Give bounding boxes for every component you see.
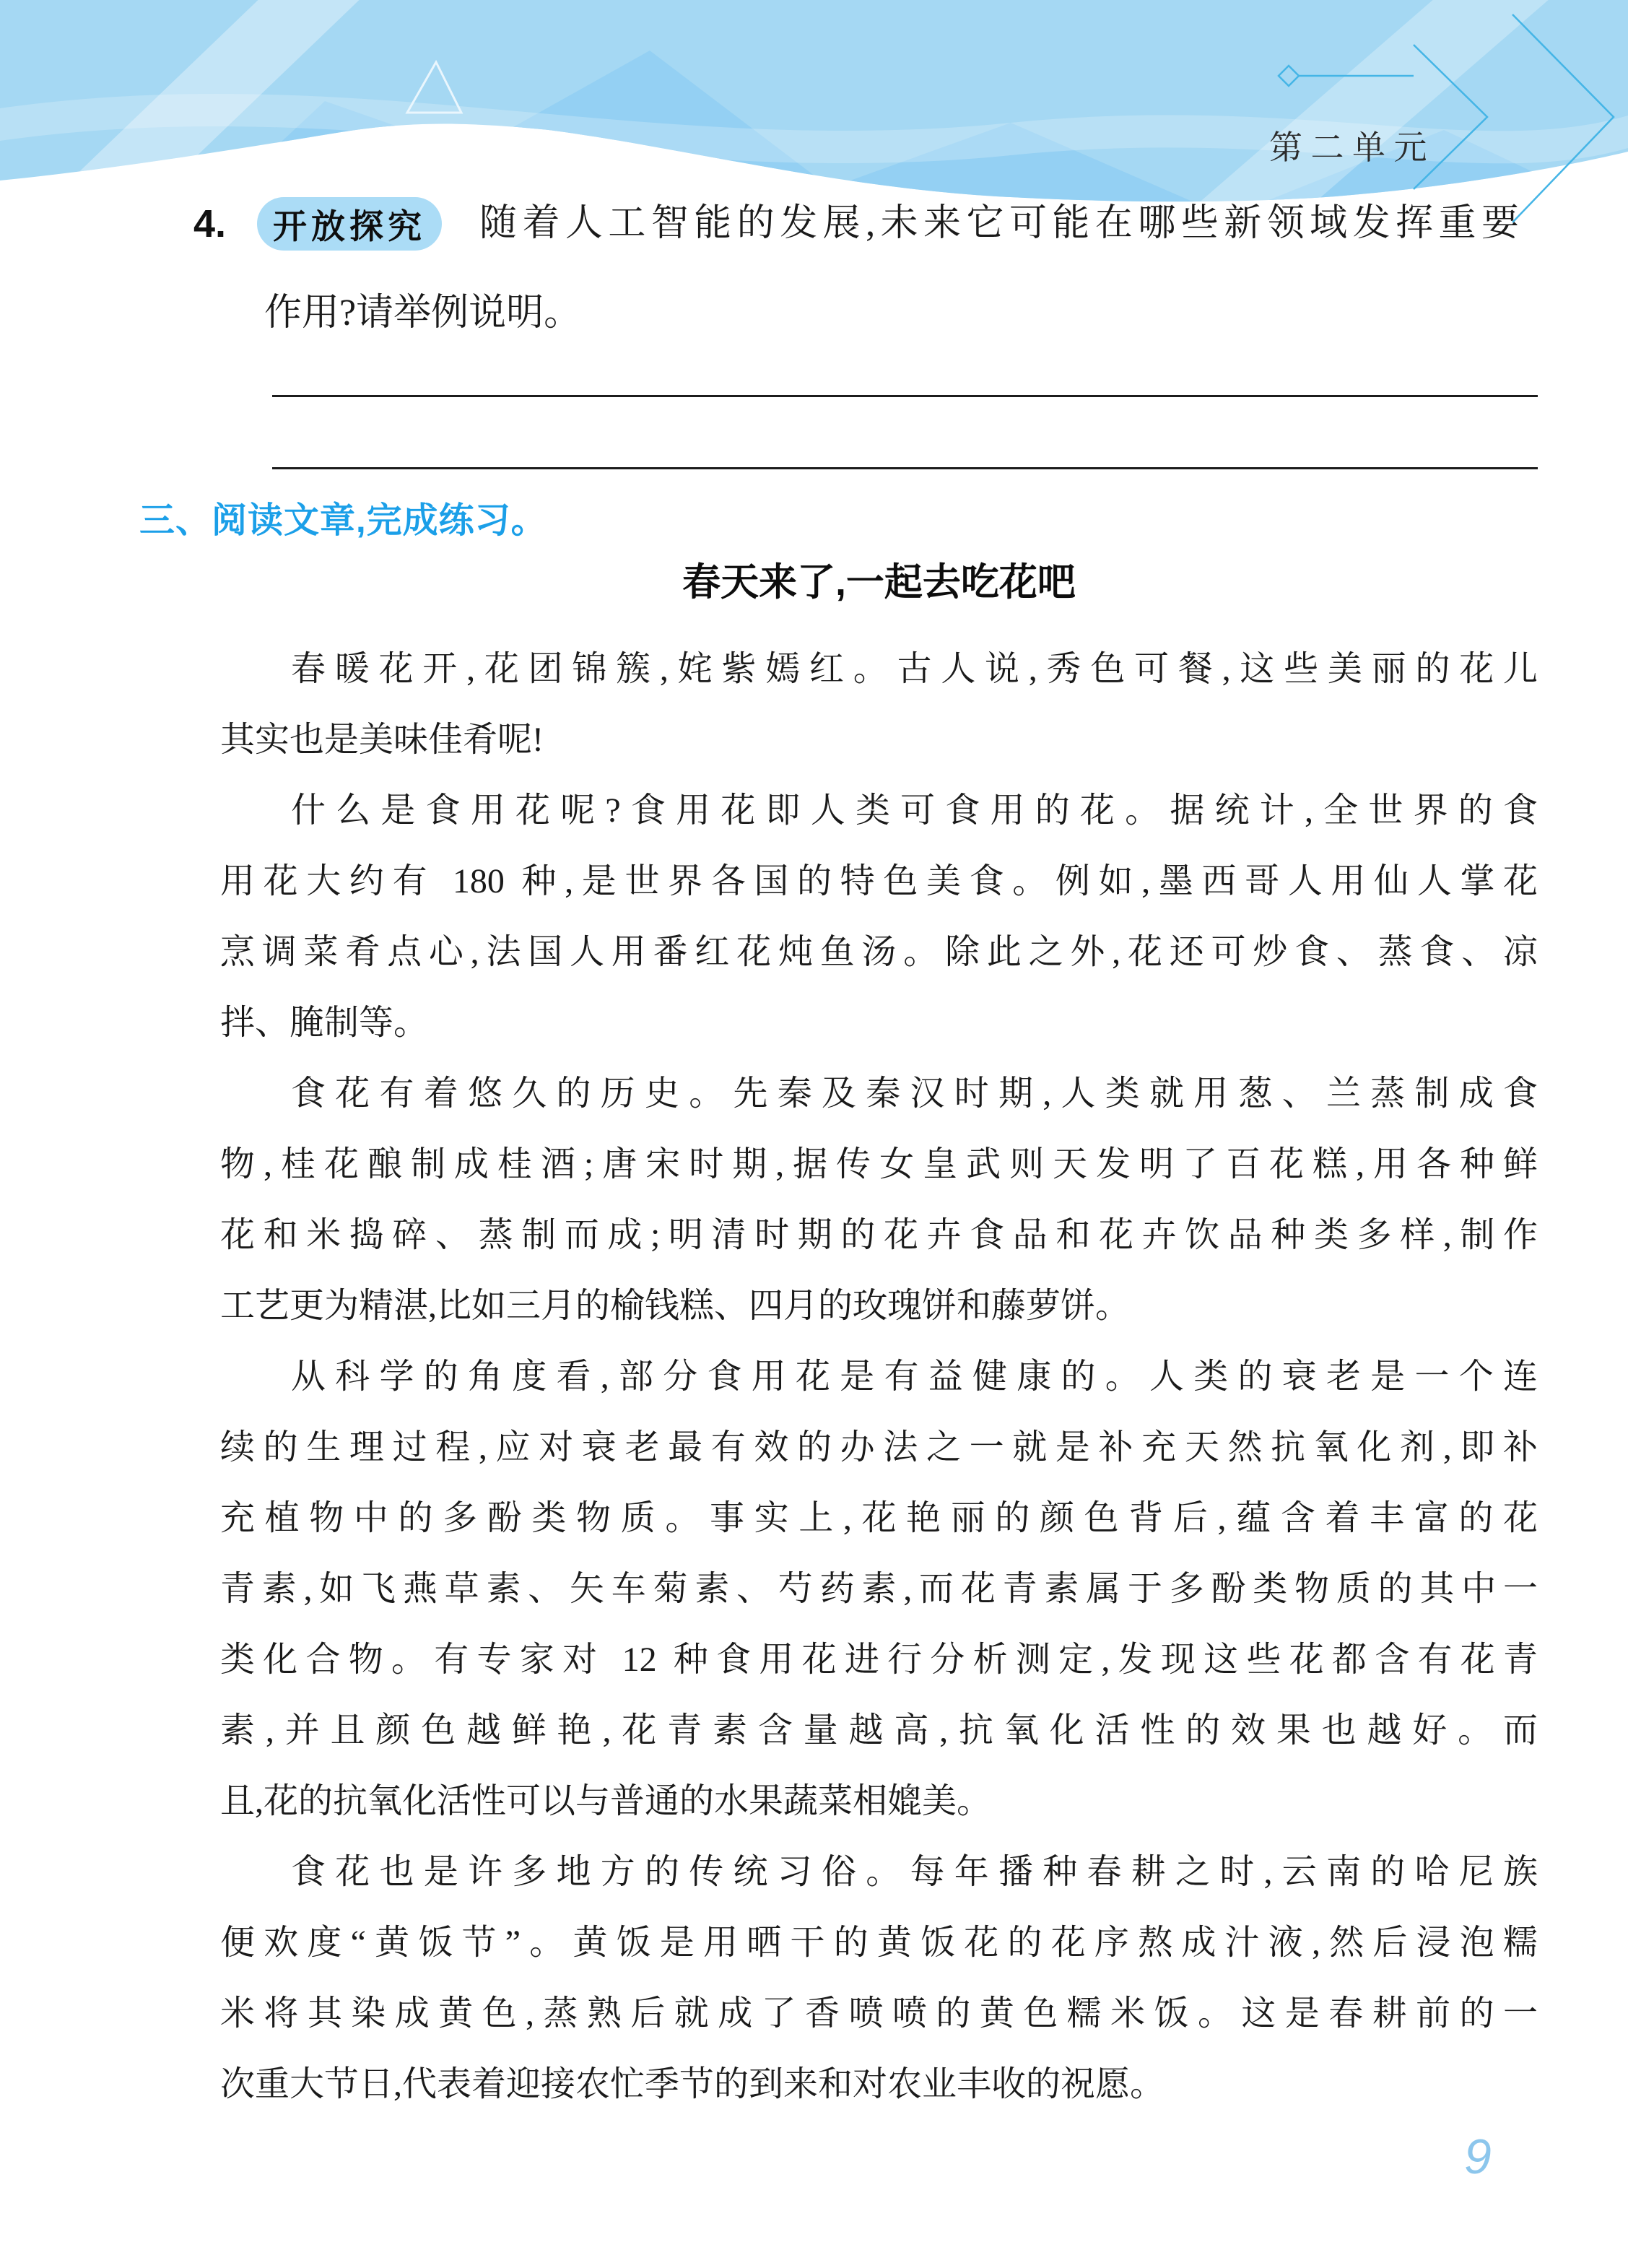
question-4-row (193, 194, 1519, 254)
article-line: 充植物中的多酚类物质。事实上,花艳丽的颜色背后,蕴含着丰富的花 (220, 1499, 1538, 1537)
article-line: 食花也是许多地方的传统习俗。每年播种春耕之时,云南的哈尼族 (291, 1853, 1538, 1891)
answer-line[interactable] (272, 467, 1538, 469)
article-line: 拌、腌制等。 (220, 1004, 429, 1042)
article-line: 用花大约有 180 种,是世界各国的特色美食。例如,墨西哥人用仙人掌花 (220, 862, 1538, 900)
article-line: 春暖花开,花团锦簇,姹紫嫣红。古人说,秀色可餐,这些美丽的花儿 (291, 650, 1538, 688)
question-text-line2: 作用?请举例说明。 (264, 292, 582, 334)
article-line: 从科学的角度看,部分食用花是有益健康的。人类的衰老是一个连 (291, 1357, 1538, 1396)
page-number: 9 (1464, 2129, 1492, 2184)
answer-line[interactable] (272, 395, 1538, 397)
question-badge: 开放探究 (257, 197, 442, 251)
article-line: 物,桂花酿制成桂酒;唐宋时期,据传女皇武则天发明了百花糕,用各种鲜 (220, 1145, 1538, 1183)
article-body (220, 634, 1538, 2120)
article-line: 青素,如飞燕草素、矢车菊素、芍药素,而花青素属于多酚类物质的其中一 (220, 1570, 1538, 1608)
article-line: 便欢度“黄饭节”。黄饭是用晒干的黄饭花的花序熬成汁液,然后浸泡糯 (220, 1924, 1538, 1962)
article-line: 次重大节日,代表着迎接农忙季节的到来和对农业丰收的祝愿。 (220, 2065, 1165, 2103)
question-number: 4. (193, 202, 227, 246)
article-title: 春天来了,一起去吃花吧 (682, 561, 1076, 604)
article-line: 类化合物。有专家对 12 种食用花进行分析测定,发现这些花都含有花青 (220, 1641, 1538, 1679)
question-text-line1: 随着人工智能的发展,未来它可能在哪些新领域发挥重要 (479, 203, 1519, 244)
article-line: 工艺更为精湛,比如三月的榆钱糕、四月的玫瑰饼和藤萝饼。 (220, 1287, 1131, 1325)
article-line: 食花有着悠久的历史。先秦及秦汉时期,人类就用葱、兰蒸制成食 (291, 1074, 1538, 1113)
unit-title: 第 二 单 元 (1269, 129, 1427, 166)
article-line: 其实也是美味佳肴呢! (220, 721, 544, 759)
article-line: 续的生理过程,应对衰老最有效的办法之一就是补充天然抗氧化剂,即补 (220, 1428, 1538, 1467)
article-line: 且,花的抗氧化活性可以与普通的水果蔬菜相媲美。 (220, 1782, 992, 1820)
article-line: 花和米捣碎、蒸制而成;明清时期的花卉食品和花卉饮品种类多样,制作 (220, 1216, 1538, 1254)
article-line: 烹调菜肴点心,法国人用番红花炖鱼汤。除此之外,花还可炒食、蒸食、凉 (220, 933, 1538, 971)
article-line: 什么是食用花呢?食用花即人类可食用的花。据统计,全世界的食 (291, 791, 1538, 830)
section-heading: 三、阅读文章,完成练习。 (139, 501, 547, 540)
article-line: 米将其染成黄色,蒸熟后就成了香喷喷的黄色糯米饭。这是春耕前的一 (220, 1994, 1538, 2033)
article-line: 素,并且颜色越鲜艳,花青素含量越高,抗氧化活性的效果也越好。而 (220, 1711, 1538, 1750)
